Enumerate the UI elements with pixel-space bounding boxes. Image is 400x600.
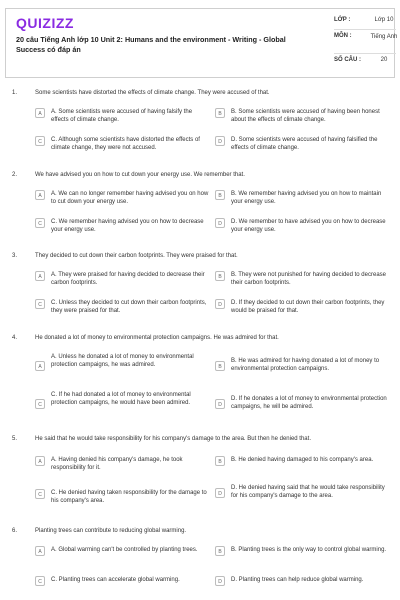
option-text: C. If he had donated a lot of money to environmental protection campaigns, he would have been admired. [51,392,191,406]
option-text: C. Although some scientists have distorted the effects of climate change, they were not accused. [51,137,200,151]
quizizz-logo: QUIZIZZ [16,15,74,31]
option-text: C. He denied having taken responsibility for the damage to his company's area. [51,490,207,504]
question-stem: We have advised you on how to cut down your energy use. We remember that. [35,172,245,178]
option-letter-badge: B [215,456,225,466]
option-text: A. Some scientists were accused of having falsify the effects of climate change. [51,109,193,123]
option-letter-badge: B [215,271,225,281]
option-letter-badge: B [215,546,225,556]
option-text: A. They were praised for having decided to decrease their carbon footprints. [51,272,205,286]
worksheet-title: 20 câu Tiếng Anh lớp 10 Unit 2: Humans and the environment - Writing - Global Success có đáp án [16,35,286,54]
option-text: A. We can no longer remember having advised you on how to cut down your energy use. [51,191,209,205]
option-text: B. He denied having damaged to his company's area. [231,457,374,463]
option-text: B. We remember having advised you on how to maintain your energy use. [231,191,382,205]
question-number: 3. [12,253,18,259]
option-text: D. If they decided to cut down their carbon footprints, they would be praised for that. [231,300,385,314]
option-text: A. Global warming can't be controlled by planting trees. [51,547,198,553]
option-letter-badge: A [35,546,45,556]
question-number: 6. [12,528,18,534]
option-letter-badge: C [35,218,45,228]
option-letter-badge: A [35,271,45,281]
option-text: D. If he donates a lot of money to environmental protection campaigns, he will be admired. [231,396,387,410]
question-number: 4. [12,335,18,341]
worksheet-header [5,8,398,78]
option-text: D. Planting trees can help reduce global warming. [231,577,364,583]
question-number: 1. [12,90,18,96]
question-stem: They decided to cut down their carbon footprints. They were praised for that. [35,253,238,259]
option-text: D. Some scientists were accused of having falsified the effects of climate change. [231,137,378,151]
option-letter-badge: D [215,488,225,498]
option-text: D. He denied having said that he would take responsibility for his company's damage to the area. [231,485,385,499]
option-letter-badge: D [215,218,225,228]
option-text: B. He was admired for having donated a lot of money to environmental protection campaigns. [231,358,380,372]
meta-subject-key: MÔN : [334,33,352,39]
meta-grade-key: LỚP : [334,17,351,23]
meta-grade-value: Lớp 10 [374,17,394,23]
option-letter-badge: D [215,576,225,586]
option-letter-badge: B [215,361,225,371]
option-text: A. Unless he donated a lot of money to environmental protection campaigns, he was admired. [51,354,194,368]
question-stem: Some scientists have distorted the effects of climate change. They were accused of that. [35,90,270,96]
option-text: C. Planting trees can accelerate global warming. [51,577,180,583]
option-letter-badge: D [215,136,225,146]
option-letter-badge: B [215,108,225,118]
meta-count-key: SỐ CÂU : [334,57,361,63]
question-stem: Planting trees can contribute to reducing global warming. [35,528,187,534]
question-stem: He said that he would take responsibility for his company's damage to the area. But then he denied that. [35,436,311,442]
option-text: B. Planting trees is the only way to control global warming. [231,547,387,553]
option-letter-badge: A [35,456,45,466]
option-text: C. We remember having advised you on how to decrease your energy use. [51,219,204,233]
option-letter-badge: C [35,576,45,586]
option-text: B. They were not punished for having decided to decrease their carbon footprints. [231,272,386,286]
option-text: C. Unless they decided to cut down their carbon footprints, they were praised for that. [51,300,207,314]
question-number: 2. [12,172,18,178]
option-letter-badge: A [35,108,45,118]
option-text: A. Having denied his company's damage, he took responsibility for it. [51,457,183,471]
question-number: 5. [12,436,18,442]
option-letter-badge: C [35,489,45,499]
meta-count-value: 20 [380,57,388,63]
option-letter-badge: C [35,399,45,409]
option-letter-badge: D [215,299,225,309]
question-stem: He donated a lot of money to environmental protection campaigns. He was admired for that. [35,335,279,341]
option-letter-badge: A [35,361,45,371]
option-letter-badge: A [35,190,45,200]
option-letter-badge: B [215,190,225,200]
option-letter-badge: C [35,299,45,309]
option-letter-badge: D [215,399,225,409]
option-text: B. Some scientists were accused of having been honest about the effects of climate change. [231,109,380,123]
meta-subject-value: Tiếng Anh [370,34,398,40]
option-text: D. We remember to have advised you on how to decrease your energy use. [231,219,386,233]
option-letter-badge: C [35,136,45,146]
